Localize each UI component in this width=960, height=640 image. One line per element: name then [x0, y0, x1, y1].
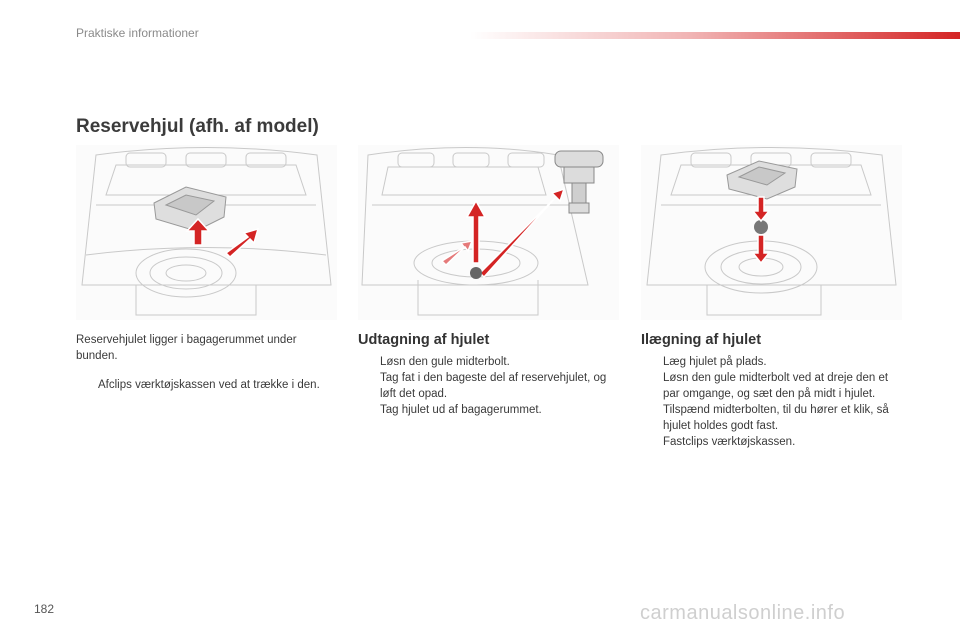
list-item: Fastclips værktøjskassen. [663, 436, 796, 448]
list-item: Løsn den gule midterbolt ved at dreje den et par omgange, og sæt den på midt i hjulet. [663, 372, 889, 400]
list-item: Tilspænd midterbolten, til du hører et klik, så hjulet holdes godt fast. [663, 404, 889, 432]
intro-text: Reservehjulet ligger i bagagerummet under bunden. [76, 334, 297, 362]
removal-title: Udtagning af hjulet [358, 332, 490, 348]
refit-bullet-list [641, 354, 899, 450]
removal-bullet-list [358, 354, 616, 418]
toolbox [154, 187, 226, 231]
list-item: Løsn den gule midterbolt. [380, 356, 510, 368]
header-accent-bar [470, 32, 960, 39]
arrow-icon [187, 219, 258, 257]
list-item: Afclips værktøjskassen ved at trække i den. [98, 379, 320, 391]
list-item: Tag fat i den bageste del af reservehjulet, og løft det opad. [380, 372, 607, 400]
bolt-icon [470, 267, 482, 279]
section-title: Reservehjul (afh. af model) [76, 116, 319, 137]
arrow-icon [442, 189, 564, 277]
figure-toolbox-removal [76, 145, 337, 320]
refit-column [641, 332, 899, 450]
list-item: Tag hjulet ud af bagagerummet. [380, 404, 542, 416]
watermark: carmanualsonline.info [640, 602, 846, 624]
header-title: Praktiske informationer [76, 26, 199, 40]
list-item: Læg hjulet på plads. [663, 356, 767, 368]
toolbox [727, 161, 797, 199]
figure-wheel-removal [358, 145, 619, 320]
bolt-detail [555, 151, 603, 213]
intro-bullet-list [76, 377, 334, 393]
figure-wheel-refit [641, 145, 902, 320]
page-number: 182 [34, 602, 55, 616]
intro-column [76, 332, 334, 393]
removal-column [358, 332, 616, 418]
refit-title: Ilægning af hjulet [641, 332, 762, 348]
